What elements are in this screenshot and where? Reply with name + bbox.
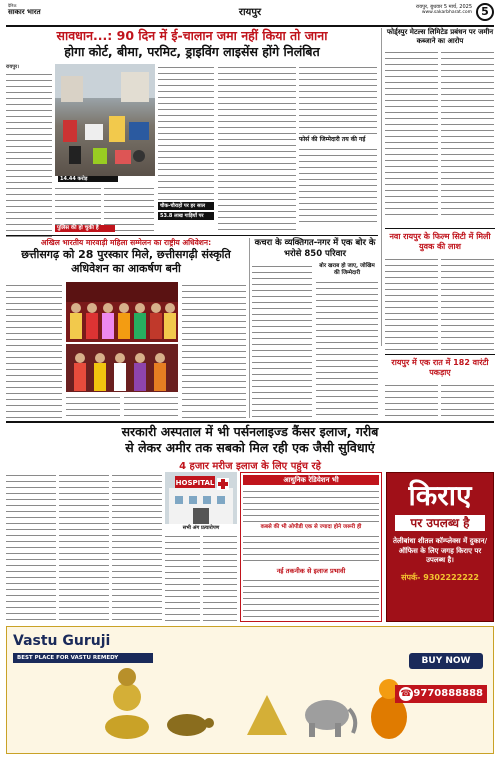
- kiraya-ad[interactable]: [386, 472, 494, 622]
- cancer-col-1: [6, 472, 56, 622]
- conference-group: [66, 282, 178, 342]
- waste-headline: कचरा के व्यक्तिगत-नगर में एक बोर के भरोसे 850 परिवार: [254, 238, 376, 259]
- conference-headline: छत्तीसगढ़ को 28 पुरस्कार मिले, छत्तीसगढ़ी संस्कृति अधिवेशन का आकर्षण बनी: [21, 248, 231, 275]
- echallan-caption-2: चौक-चौराहों पर हर साल: [158, 202, 214, 210]
- buddha-statue-icon: [105, 668, 149, 739]
- buy-now-button[interactable]: BUY NOW: [409, 653, 483, 669]
- arrest-rule: [385, 354, 495, 355]
- masthead: [8, 3, 78, 25]
- radiation-box-subhead-2: नई तकनीक से इलाज प्रभावी: [276, 567, 346, 575]
- vastu-ad[interactable]: [6, 626, 494, 754]
- vastu-tagline: BEST PLACE FOR VASTU REMEDY: [13, 653, 153, 663]
- section-title: रायपुर: [238, 7, 262, 18]
- conference-photo: [66, 282, 178, 342]
- echallan-col-6: [299, 64, 377, 226]
- kiraya-contact[interactable]: संपर्क- 9302222222: [401, 572, 479, 582]
- echallan-byline: रायपुर।: [6, 64, 20, 70]
- hospital-building: [165, 472, 237, 524]
- waste-col-2: [316, 263, 378, 417]
- conference-kicker: अखिल भारतीय मारवाड़ी महिला सम्मेलन का राष्ट्रीय अधिवेशन:: [40, 238, 212, 247]
- hospital-photo: [165, 472, 237, 524]
- traffic-scene: [55, 64, 155, 176]
- film-headline: नवा रायपुर के फिल्म सिटी में मिली युवक की लाश: [389, 232, 491, 251]
- conference-photo-2: [66, 344, 178, 392]
- hospital-caption: सभी अंग प्रत्यारोपण: [182, 525, 220, 531]
- echallan-subhead: फोर्स की जिम्मेदारी तय की गई: [299, 136, 366, 143]
- radiation-box-title: आधुनिक रेडियेशन भी: [243, 475, 379, 485]
- cancer-kicker: 4 हजार मरीज इलाज के लिए पहुंच रहे: [179, 461, 321, 472]
- pyramid-icon: [247, 695, 287, 735]
- turtle-icon: [167, 714, 214, 736]
- sidebar-rule: [381, 28, 382, 346]
- conference-group-2: [66, 344, 178, 392]
- vastu-products: [97, 657, 417, 747]
- conference-col-3: [124, 394, 178, 418]
- echallan-col-5: [218, 64, 296, 230]
- arrest-headline: रायपुर में एक रात में 182 वारंटी पकड़ाए: [391, 358, 489, 377]
- vastu-title: Vastu Guruji: [13, 633, 111, 649]
- kiraya-subtitle: पर उपलब्ध है: [395, 515, 485, 531]
- cancer-col-2: [59, 472, 109, 622]
- film-text: [385, 256, 495, 352]
- traffic-photo-caption: 14.44 करोड़: [58, 176, 118, 182]
- kiraya-title: किराए: [408, 479, 472, 512]
- echallan-col-1: [6, 64, 52, 237]
- dateline: रायपुर, बुधवार 5 मार्च, 2025 www.sakarbharat.com: [380, 4, 472, 15]
- sidebar-headline: फोर्ड्स्पुर मेटल्स लिमिटेड प्रबंधन पर जमीन कब्जाने का आरोप: [386, 28, 494, 45]
- kiraya-body: तेलीबांधा शीतल कॉम्प्लेक्स में दुकान/ऑफिस के लिए जगह किराए पर उपलब्ध है।: [392, 537, 488, 564]
- conference-col-2: [66, 394, 120, 418]
- echallan-caption-1: पुलिस की हो चुकी है: [55, 225, 115, 232]
- hospital-sign: HOSPITAL: [175, 479, 215, 487]
- phone-icon: ☎: [400, 689, 412, 699]
- arrest-text: [385, 382, 495, 418]
- conference-col-4: [182, 282, 246, 418]
- cancer-col-3: [112, 472, 162, 622]
- cancer-headline: सरकारी अस्पताल में भी पर्सनलाइज्ड कैंसर इलाज, गरीब से लेकर अमीर तक सबको मिल रही एक जैसी सुविधाएं: [121, 424, 379, 455]
- sidebar-story: [385, 28, 495, 215]
- radiation-box-subhead: कबसे की भी ओपीडी एक से ज्यादा होने जरूरी ही: [260, 524, 362, 530]
- echallan-col-4: [158, 64, 214, 220]
- traffic-photo: [55, 64, 155, 176]
- echallan-headline: सावधान...: 90 दिन में ई-चालान जमा नहीं किया तो जाना होगा कोर्ट, बीमा, परमिट, ड्राइविंग लाइसेंस होंगे निलंबित: [56, 28, 328, 59]
- website[interactable]: www.sakarbharat.com: [421, 10, 472, 15]
- film-rule: [385, 228, 495, 229]
- radiation-box: [240, 472, 382, 622]
- waste-rule: [249, 238, 250, 418]
- waste-col-1: [252, 263, 312, 418]
- masthead-title: साकार भारत: [8, 8, 41, 16]
- masthead-small: दैनिक: [8, 3, 17, 8]
- echallan-caption-3: 53.8 लाख गाड़ियाँ पर: [158, 212, 214, 220]
- header-rule: [6, 25, 494, 27]
- waste-subhead: बोर खराब हो जाए, जोखिम की जिम्मेदारी: [319, 263, 375, 276]
- section-rule-2: [6, 421, 494, 423]
- elephant-icon: [305, 700, 355, 737]
- echallan-text-1: [6, 71, 52, 237]
- conference-col-1: [6, 282, 62, 418]
- vastu-phone[interactable]: ☎ 9770888888: [395, 685, 487, 703]
- section-rule-1: [6, 235, 378, 236]
- page-number: 5: [476, 3, 494, 21]
- cancer-col-4: [165, 533, 200, 622]
- cancer-col-5: [203, 533, 237, 622]
